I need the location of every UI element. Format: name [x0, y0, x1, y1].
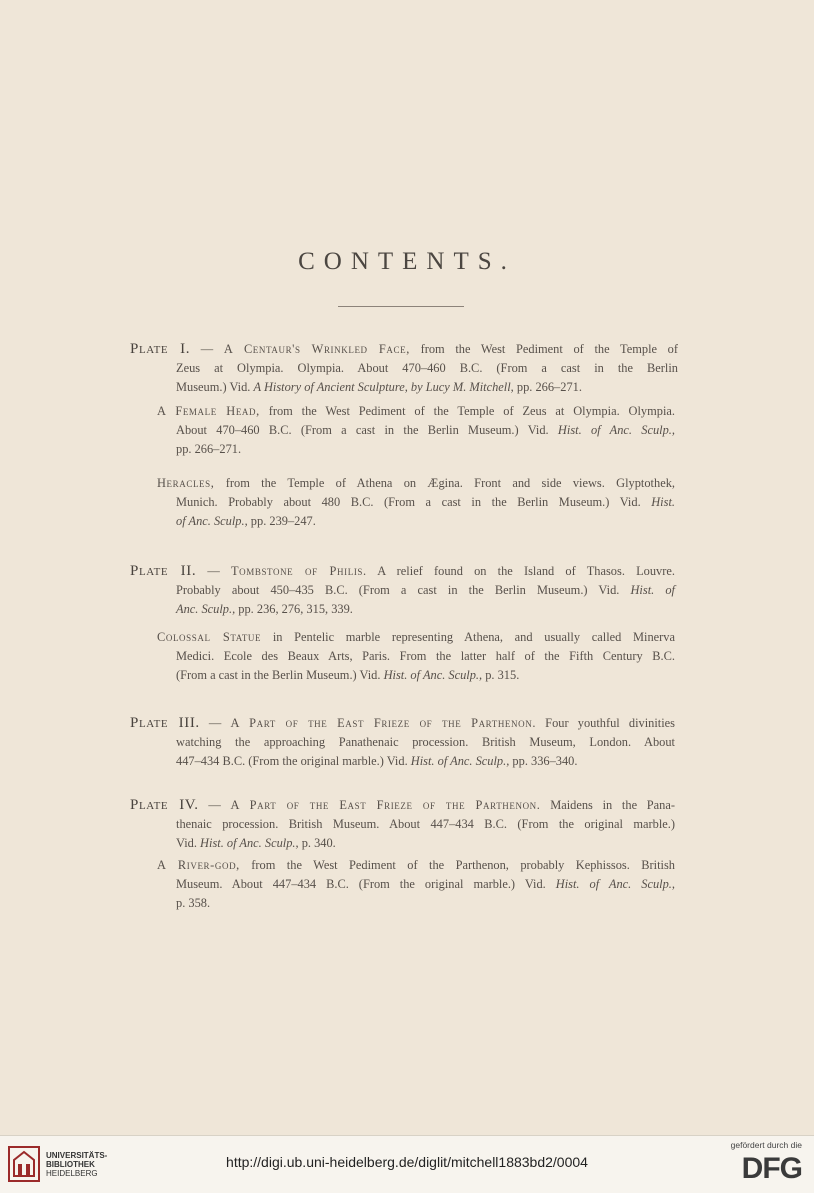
citation: Hist. of [630, 583, 675, 597]
citation: Hist. [651, 495, 675, 509]
entry-line: Plate II. — Tombstone of Philis. A relief found on the Island of Thasos. Louvre. [130, 563, 675, 579]
entry-line: Munich. Probably about 480 B.C. (From a cast in the Berlin Museum.) Vid. Hist. [176, 495, 675, 509]
entry-line: p. 358. [176, 896, 211, 910]
entry-title: Tombstone of Philis. [230, 564, 367, 578]
title-divider [338, 306, 464, 307]
entry-line: (From a cast in the Berlin Museum.) Vid. Hist. of Anc. Sculp., p. 315. [176, 668, 520, 682]
entry-line: Colossal Statue in Pentelic marble representing Athena, and usually called Minerva [157, 630, 675, 644]
dfg-logo: DFG [741, 1152, 802, 1185]
contents-entry-female-head [157, 402, 675, 459]
contents-entry-plate-1 [130, 340, 678, 397]
contents-entry-plate-2 [130, 562, 675, 619]
citation: Anc. Sculp., [176, 602, 236, 616]
university-library-name: UNIVERSITÄTS- BIBLIOTHEK HEIDELBERG [46, 1151, 108, 1178]
entry-line: A River-god, from the West Pediment of the Parthenon, probably Kephissos. British [157, 858, 675, 872]
entry-title: Colossal Statue [157, 630, 262, 644]
citation: Hist. of Anc. Sculp., [200, 836, 299, 850]
entry-line: Probably about 450–435 B.C. (From a cast in the Berlin Museum.) Vid. Hist. of [176, 583, 675, 597]
entry-line: About 470–460 B.C. (From a cast in the Berlin Museum.) Vid. Hist. of Anc. Sculp., [176, 423, 676, 437]
citation: Hist. of Anc. Sculp., [383, 668, 483, 682]
entry-line: Anc. Sculp., pp. 236, 276, 315, 339. [176, 602, 353, 616]
citation: of Anc. Sculp., [176, 514, 248, 528]
permalink-url[interactable]: http://digi.ub.uni-heidelberg.de/diglit/mitchell1883bd2/0004 [226, 1154, 588, 1170]
citation: Hist. of Anc. Sculp., [557, 423, 676, 437]
citation: A History of Ancient Sculpture, by Lucy M. Mitchell, [253, 380, 514, 394]
entry-line: Heracles, from the Temple of Athena on Ægina. Front and side views. Glyptothek, [157, 476, 675, 490]
citation: Hist. of Anc. Sculp., [410, 754, 510, 768]
entry-line: pp. 266–271. [176, 442, 242, 456]
entry-line: Museum. About 447–434 B.C. (From the original marble.) Vid. Hist. of Anc. Sculp., [176, 877, 675, 891]
entry-line: Plate IV. — A Part of the East Frieze of the Parthenon. Maidens in the Pana- [130, 797, 675, 813]
plate-label: Plate IV. [130, 797, 199, 813]
contents-entry-river-god [157, 856, 675, 913]
plate-label: Plate I. [130, 341, 191, 357]
contents-entry-heracles [157, 474, 675, 531]
entry-line: watching the approaching Panathenaic procession. British Museum, London. About [176, 735, 675, 749]
entry-title: A Part of the East Frieze of the Parthenon. [230, 798, 541, 812]
entry-title: A Female Head, [157, 404, 260, 418]
entry-line: thenaic procession. British Museum. About 447–434 B.C. (From the original marble.) [176, 817, 675, 831]
entry-line: A Female Head, from the West Pediment of the Temple of Zeus at Olympia. Olympia. [157, 404, 675, 418]
contents-entry-plate-3 [130, 714, 675, 771]
entry-line: Museum.) Vid. A History of Ancient Sculpture, by Lucy M. Mitchell, pp. 266–271. [176, 380, 582, 394]
entry-title: A Centaur's Wrinkled Face, [223, 342, 410, 356]
citation: Hist. of Anc. Sculp., [555, 877, 675, 891]
plate-label: Plate II. [130, 563, 197, 579]
entry-line: of Anc. Sculp., pp. 239–247. [176, 514, 316, 528]
contents-entry-plate-4 [130, 796, 675, 853]
contents-entry-colossal-statue [157, 628, 675, 685]
page-title: CONTENTS. [298, 248, 516, 275]
entry-title: A River-god, [157, 858, 240, 872]
funding-note: gefördert durch die [730, 1140, 802, 1150]
viewer-footer [0, 1135, 814, 1193]
entry-line: Medici. Ecole des Beaux Arts, Paris. From the latter half of the Fifth Century B.C. [176, 649, 675, 663]
plate-label: Plate III. [130, 715, 200, 731]
entry-title: Heracles, [157, 476, 215, 490]
entry-line: Zeus at Olympia. Olympia. About 470–460 B.C. (From a cast in the Berlin [176, 361, 678, 375]
entry-title: A Part of the East Frieze of the Parthenon. [230, 716, 537, 730]
entry-line: Plate I. — A Centaur's Wrinkled Face, from the West Pediment of the Temple of [130, 341, 678, 357]
entry-line: 447–434 B.C. (From the original marble.) Vid. Hist. of Anc. Sculp., pp. 336–340. [176, 754, 578, 768]
entry-line: Plate III. — A Part of the East Frieze of the Parthenon. Four youthful divinities [130, 715, 676, 731]
entry-line: Vid. Hist. of Anc. Sculp., p. 340. [176, 836, 336, 850]
